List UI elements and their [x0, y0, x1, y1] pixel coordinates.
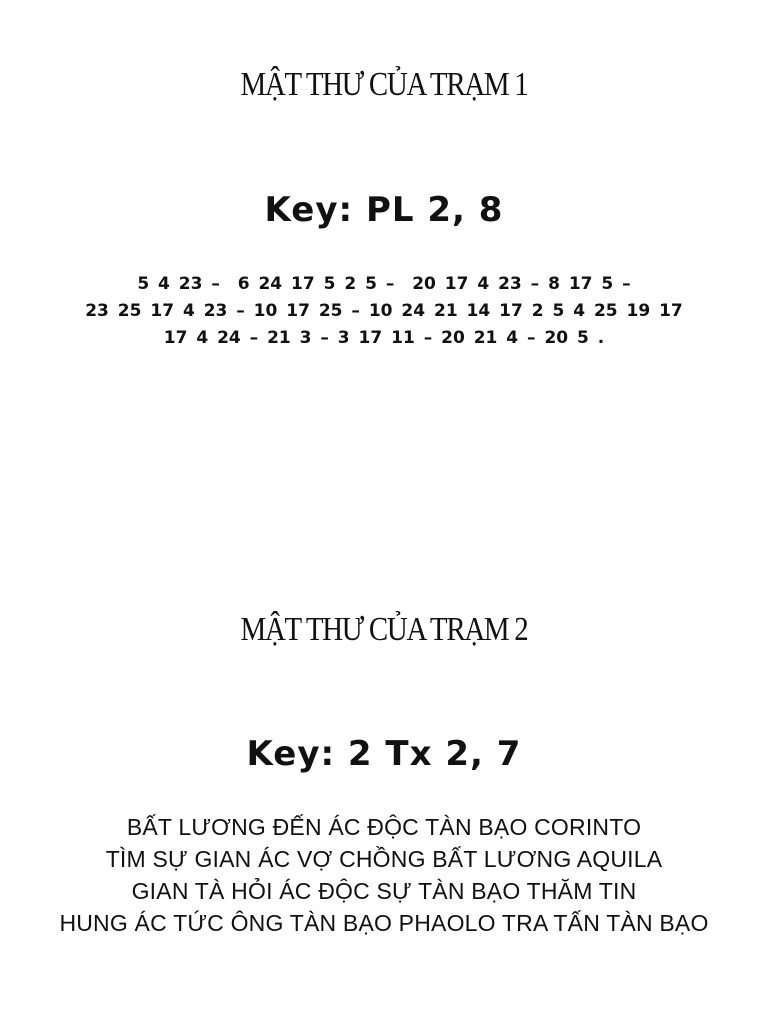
station-2-cipher: [0, 811, 768, 939]
cipher-line-2: 23 25 17 4 23 – 10 17 25 – 10 24 21 14 17 2 5 4 25 19 17: [85, 301, 683, 321]
cipher-line-3: 17 4 24 – 21 3 – 3 17 11 – 20 21 4 – 20 5 .: [163, 328, 605, 348]
station-1-cipher: [0, 271, 768, 352]
station-2-key: Key: 2 Tx 2, 7: [246, 734, 522, 774]
cipher-text-line-1: BẤT LƯƠNG ĐẾN ÁC ĐỘC TÀN BẠO CORINTO: [126, 814, 642, 840]
cipher-text-line-2: TÌM SỰ GIAN ÁC VỢ CHỒNG BẤT LƯƠNG AQUILA: [105, 846, 663, 872]
cipher-text-line-4: HUNG ÁC TỨC ÔNG TÀN BẠO PHAOLO TRA TẤN TÀN BẠO: [59, 910, 709, 936]
cipher-line-1: 5 4 23 – 6 24 17 5 2 5 – 20 17 4 23 – 8 17 5 –: [137, 274, 631, 294]
station-1-key: Key: PL 2, 8: [264, 190, 504, 230]
cipher-text-line-3: GIAN TÀ HỎI ÁC ĐỘC SỰ TÀN BẠO THĂM TIN: [131, 878, 637, 904]
station-1-title: MẬT THƯ CỦA TRẠM 1: [240, 66, 528, 103]
station-2-title: MẬT THƯ CỦA TRẠM 2: [240, 611, 528, 648]
